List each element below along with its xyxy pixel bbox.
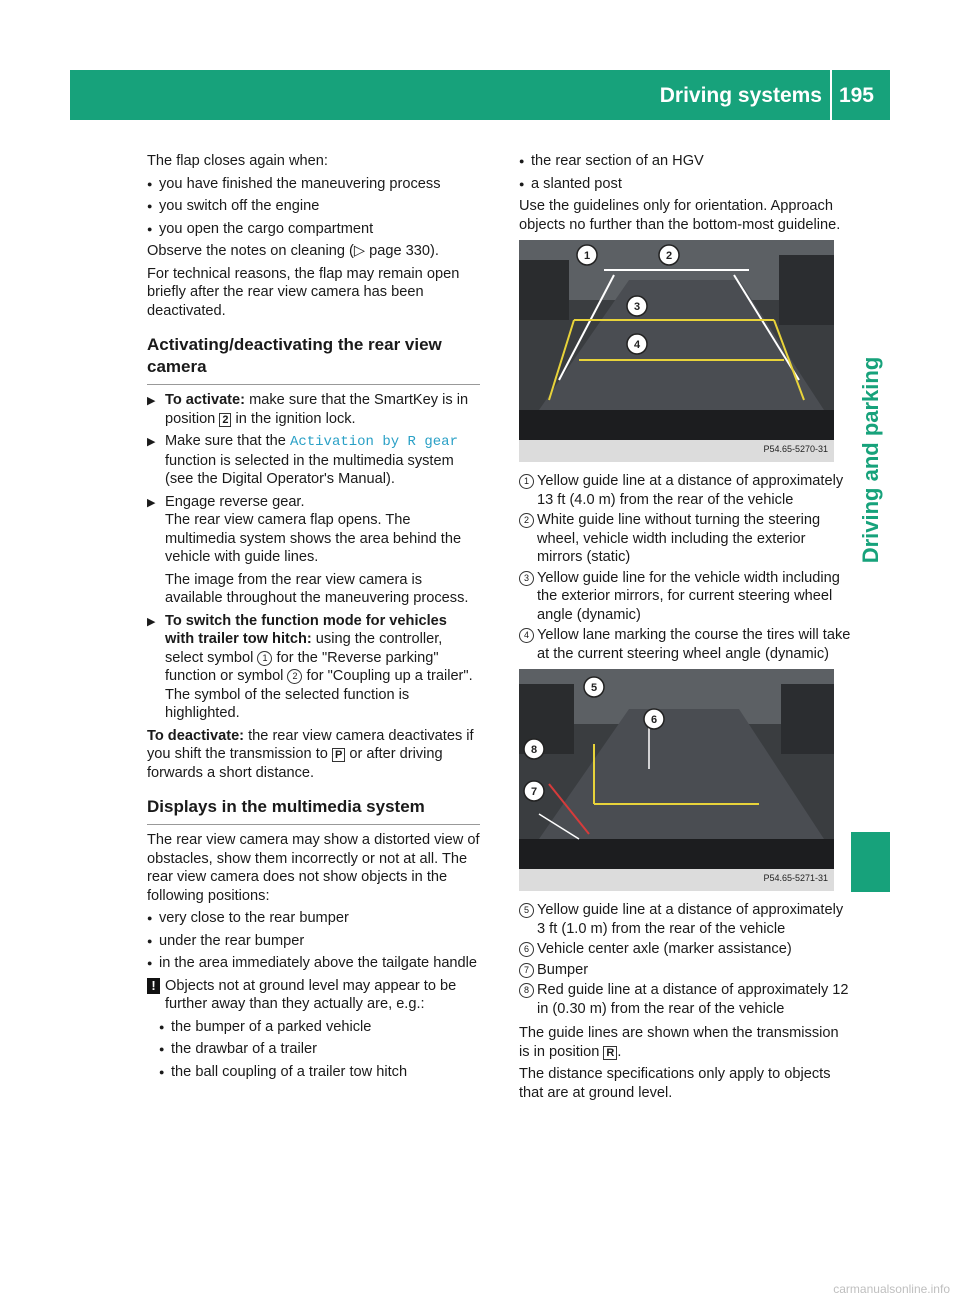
step-label: To activate:: [165, 392, 246, 408]
step-activate: [147, 391, 480, 428]
list-item: ● the drawbar of a trailer: [159, 1040, 480, 1059]
legend-item: [519, 981, 852, 1018]
shown-text: [519, 1024, 852, 1061]
callout-number-icon: 2: [519, 513, 534, 528]
reverse-position-icon: R: [603, 1046, 617, 1060]
deactivate-body: or after driving forwards a short distance.: [147, 746, 443, 781]
page-header: [70, 70, 890, 120]
list-item: ● the rear section of an HGV: [519, 152, 852, 171]
legend-text: Vehicle center axle (marker assistance): [537, 941, 792, 957]
step-text: Engage reverse gear.: [165, 493, 305, 510]
list-item: ● under the rear bumper: [147, 932, 480, 951]
figure-caption: P54.65-5271-31: [763, 872, 828, 883]
footer-watermark: carmanualsonline.info: [833, 1282, 950, 1296]
camera-figure-1: [519, 240, 834, 462]
cleaning-note: Observe the notes on cleaning (▷ page 330).: [147, 243, 439, 259]
step-trailer: [147, 612, 480, 723]
step-arrow-icon: ▶: [147, 395, 156, 407]
list-item: ● the ball coupling of a trailer tow hitch: [159, 1063, 480, 1082]
callout-number-icon: 4: [519, 628, 534, 643]
symbol-1-icon: 1: [257, 651, 272, 666]
step-text: The symbol of the selected function is highlighted.: [165, 686, 410, 721]
camera-image-2: [519, 669, 834, 891]
list-item: ● you open the cargo compartment: [147, 220, 480, 239]
step-arrow-icon: ▶: [147, 615, 156, 628]
step-text: The rear view camera flap opens. The multimedia system shows the area behind the vehicle with guide lines.: [165, 512, 462, 565]
legend-item: [519, 472, 852, 509]
step-function: [147, 432, 480, 489]
warning-note: [147, 977, 480, 1014]
side-tab-label: Driving and parking: [857, 356, 883, 564]
callout-number-icon: 7: [519, 963, 534, 978]
callout-number-icon: 5: [519, 903, 534, 918]
callout-number-icon: 6: [519, 942, 534, 957]
callout-1: 1: [583, 250, 591, 262]
step-text: for the "Reverse parking" function or symbol: [165, 649, 439, 684]
header-separator: [830, 70, 832, 120]
shown-body: .: [617, 1043, 622, 1060]
legend-text: Yellow lane marking the course the tires will take at the current steering wheel angle (dynamic): [537, 627, 851, 662]
callout-8: 8: [530, 744, 538, 756]
step-arrow-icon: ▶: [147, 436, 156, 448]
step-text: using the controller, select symbol: [165, 631, 443, 666]
legend-text: Yellow guide line for the vehicle width including the exterior mirrors, for current steering wheel angle (dynamic): [537, 569, 840, 623]
camera-image-1: [519, 240, 834, 462]
step-text: Make sure that the: [165, 433, 290, 449]
list-item: ● very close to the rear bumper: [147, 909, 480, 928]
step-text: function is selected in the multimedia system (see the Digital Operator's Manual).: [165, 452, 454, 487]
heading-displays: Displays in the multimedia system: [147, 796, 480, 825]
callout-number-icon: 3: [519, 571, 534, 586]
symbol-2-icon: 2: [287, 669, 302, 684]
step-text: The image from the rear view camera is available throughout the maneuvering process.: [165, 571, 469, 606]
side-tab: [851, 310, 890, 610]
callout-6: 6: [650, 714, 658, 726]
intro-text: The flap closes again when:: [147, 153, 328, 169]
callout-7: 7: [530, 786, 538, 798]
deactivate-label: To deactivate:: [147, 727, 245, 744]
list-item: ● the bumper of a parked vehicle: [159, 1018, 480, 1037]
heading-activating: Activating/deactivating the rear view camera: [147, 334, 480, 385]
legend-text: White guide line without turning the steering wheel, vehicle width including the exterior mirrors (static): [537, 512, 821, 565]
shown-body: The guide lines are shown when the transmission is in position: [519, 1025, 839, 1060]
legend-item: [519, 569, 852, 625]
legend-text: Yellow guide line at a distance of approximately 13 ft (4.0 m) from the rear of the vehicle: [537, 473, 844, 508]
list-item: ● in the area immediately above the tailgate handle: [147, 954, 480, 973]
figure-caption: P54.65-5270-31: [763, 443, 828, 454]
warning-text: Objects not at ground level may appear to be further away than they actually are, e.g.:: [165, 977, 457, 1012]
callout-3: 3: [633, 301, 641, 313]
side-tab-marker: [851, 832, 890, 892]
legend-item: [519, 626, 852, 663]
technical-note: For technical reasons, the flap may remain open briefly after the rear view camera has been deactivated.: [147, 265, 460, 319]
callout-number-icon: 8: [519, 983, 534, 998]
callout-4: 4: [633, 339, 641, 351]
page-number: 195: [838, 84, 874, 107]
legend-item: [519, 940, 852, 959]
step-text: for "Coupling up a trailer".: [302, 668, 473, 684]
deactivate-text: [147, 727, 480, 783]
legend-text: Red guide line at a distance of approximately 12 in (0.30 m) from the rear of the vehicle: [537, 982, 849, 1017]
step-label: To switch the function mode for vehicles with trailer tow hitch:: [165, 612, 447, 647]
menu-function-name: Activation by R gear: [289, 434, 458, 450]
left-column: [147, 152, 480, 1085]
guideline-note: Use the guidelines only for orientation. Approach objects no further than the bottom-most guideline.: [519, 198, 841, 233]
right-column: [519, 152, 852, 1106]
legend-item: [519, 901, 852, 938]
park-position-icon: P: [332, 748, 345, 762]
distance-note: The distance specifications only apply to objects that are at ground level.: [519, 1066, 831, 1101]
step-reverse: [147, 493, 480, 608]
callout-number-icon: 1: [519, 474, 534, 489]
list-item: ● a slanted post: [519, 175, 852, 194]
legend-text: Yellow guide line at a distance of approximately 3 ft (1.0 m) from the rear of the vehicle: [537, 902, 844, 937]
section-title: Driving systems: [659, 84, 822, 107]
distortion-text: The rear view camera may show a distorted view of obstacles, show them incorrectly or not at all. The rear view camera does not show objects in the following positions:: [147, 832, 480, 904]
legend-item: [519, 961, 852, 980]
list-item: ● you have finished the maneuvering process: [147, 175, 480, 194]
legend-text: Bumper: [537, 961, 589, 978]
callout-2: 2: [665, 250, 673, 262]
step-text: make sure that the SmartKey is in position: [165, 392, 469, 427]
list-item: ● you switch off the engine: [147, 197, 480, 216]
key-position-icon: 2: [219, 413, 231, 427]
callout-5: 5: [590, 682, 598, 694]
deactivate-body: the rear view camera deactivates if you shift the transmission to: [147, 727, 474, 762]
step-text: in the ignition lock.: [231, 410, 356, 427]
warning-icon: !: [147, 978, 160, 994]
step-arrow-icon: ▶: [147, 496, 156, 509]
legend-item: [519, 511, 852, 567]
camera-figure-2: [519, 669, 834, 891]
